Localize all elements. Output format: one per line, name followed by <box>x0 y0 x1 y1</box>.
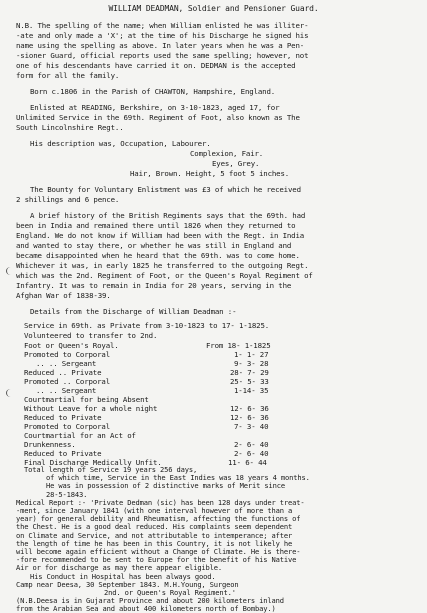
punch-hole-mark <box>6 267 15 275</box>
record-date: 1-14- 35 <box>234 386 269 395</box>
record-date: 28- 7- 29 <box>230 368 269 377</box>
history-line: Infantry. It was to remain in India for 20 years, serving in the <box>16 282 292 290</box>
medical-line: will become again efficient without a Change of Climate. He is there- <box>16 548 301 556</box>
record-date: 1- 1- 27 <box>234 350 269 359</box>
enlisted-line: Unlimited Service in the 69th. Regiment of Foot, also known as The <box>16 114 300 122</box>
camp-line: 2nd. or Queen's Royal Regiment.' <box>104 589 236 597</box>
record-date: 25- 5- 33 <box>230 377 269 386</box>
bounty-line: The Bounty for Voluntary Enlistment was £3 of which he received <box>30 186 301 194</box>
record-label: Promoted to Corporal <box>24 422 110 431</box>
record-label: Foot or Queen's Royal. <box>24 341 119 350</box>
record-date: 7- 3- 40 <box>234 422 269 431</box>
intro-line: one of his descendants have carried it on. DEDMAN is the accepted <box>16 62 296 70</box>
enlisted-line: Enlisted at READING, Berkshire, on 3-10-1823, aged 17, for <box>30 104 280 112</box>
record-label: .. .. Sergeant <box>36 359 97 368</box>
history-line: which was the 2nd. Regiment of Foot, or the Queen's Royal Regiment of <box>16 272 313 280</box>
record-label: Final Discharge Medically Unfit. <box>24 458 162 467</box>
record-label: Drunkenness. <box>24 440 76 449</box>
camp-line: (N.B.Deesa is in Gujarat Province and about 200 kilometers inland <box>16 597 284 606</box>
total-line: He was in possession of 2 distinctive marks of Merit since <box>46 482 286 491</box>
total-line: 28-5-1843. <box>46 490 88 499</box>
record-label: Reduced to Private <box>24 413 102 422</box>
record-label: Courtmartial for being Absent <box>24 395 149 404</box>
medical-line: year) for general debility and Rheumatism, affecting the functions of <box>16 515 301 524</box>
record-label: Promoted to Corporal <box>24 350 110 359</box>
record-date: 2- 6- 40 <box>234 440 269 449</box>
details-heading: Details from the Discharge of William Deadman :- <box>30 308 237 316</box>
intro-line: name using the spelling as above. In later years when he was a Pen- <box>16 42 305 50</box>
intro-line: -sioner Guard, official reports used the same spelling; however, not <box>16 52 309 60</box>
medical-line: -ment, since January 1841 (with one interval however of more than a <box>16 507 293 515</box>
volunteered-line: Volunteered to transfer to 2nd. <box>24 332 158 340</box>
record-date: 11- 6- 44 <box>228 458 267 467</box>
record-label: Promoted .. Corporal <box>24 377 110 386</box>
record-date: 2- 6- 40 <box>234 449 269 458</box>
description-line: Hair, Brown. Height, 5 foot 5 inches. <box>130 170 290 178</box>
description-line: His description was, Occupation, Labourer. <box>30 140 211 148</box>
bounty-line: 2 shillings and 6 pence. <box>16 196 120 204</box>
record-label: Reduced .. Private <box>24 368 102 377</box>
medical-line: the length of time he has been in this Country, it is not likely he <box>16 539 293 548</box>
record-label: Without Leave for a whole night <box>24 404 158 413</box>
camp-line: Camp near Deesa, 30 September 1843. M.H.Young, Surgeon <box>16 580 239 589</box>
camp-line: from the Arabian Sea and about 400 kilometers north of Bombay.) <box>16 605 276 613</box>
history-line: Whichever it was, in early 1825 he transferred to the outgoing Regt. <box>16 262 309 270</box>
document-title: WILLIAM DEADMAN, Soldier and Pensioner Guard. <box>108 5 319 13</box>
conduct-line: His Conduct in Hospital has been always good. <box>30 572 216 581</box>
record-date: From 18- 1-1825 <box>206 341 271 350</box>
medical-line: Air or for discharge as may there appear eligible. <box>16 564 223 573</box>
service-line: Service in 69th. as Private from 3-10-1823 to 17- 1-1825. <box>24 322 270 330</box>
medical-line: on Climate and Service, and not attributable to intemperance; after <box>16 531 293 540</box>
record-label: .. .. Sergeant <box>36 386 97 395</box>
born-line: Born c.1806 in the Parish of CHAWTON, Hampshire, England. <box>30 88 276 96</box>
record-date: 9- 3- 28 <box>234 359 269 368</box>
medical-line: -fore recommended to be sent to Europe for the benefit of his Native <box>16 556 297 565</box>
intro-line: form for all the family. <box>16 72 120 80</box>
history-line: became disappointed when he heard that the 69th. was to come home. <box>16 252 300 260</box>
history-line: and wanted to stay there, or whether he was still in England and <box>16 242 292 250</box>
intro-line: -ate and only made a 'X'; at the time of his Discharge he signed his <box>16 32 309 40</box>
record-label: Courtmartial for an Act of <box>24 431 136 440</box>
total-line: Total length of Service 19 years 256 days, <box>24 466 198 474</box>
total-line: of which time, Service in the East Indies was 18 years 4 months. <box>46 474 310 483</box>
record-date: 12- 6- 36 <box>230 413 269 422</box>
medical-line: Medical Report :- 'Private Dedman (sic) has been 128 days under treat- <box>16 498 305 507</box>
history-line: England. We do not know if William had been with the Regt. in India <box>16 232 305 240</box>
punch-hole-mark <box>6 389 15 397</box>
description-line: Eyes, Grey. <box>212 160 260 168</box>
enlisted-line: South Lincolnshire Regt.. <box>16 124 124 132</box>
record-label: Reduced to Private <box>24 449 102 458</box>
record-date: 12- 6- 36 <box>230 404 269 413</box>
history-line: Afghan War of 1838-39. <box>16 292 111 300</box>
description-line: Complexion, Fair. <box>190 150 264 158</box>
medical-line: the Chest. He is a good deal reduced. His complaints seem dependent <box>16 523 293 532</box>
history-line: been in India and remained there until 1826 when they returned to <box>16 222 296 230</box>
intro-line: N.B. The spelling of the name; when William enlisted he was illiter- <box>16 22 309 30</box>
history-line: A brief history of the British Regiments says that the 69th. had <box>30 212 306 220</box>
